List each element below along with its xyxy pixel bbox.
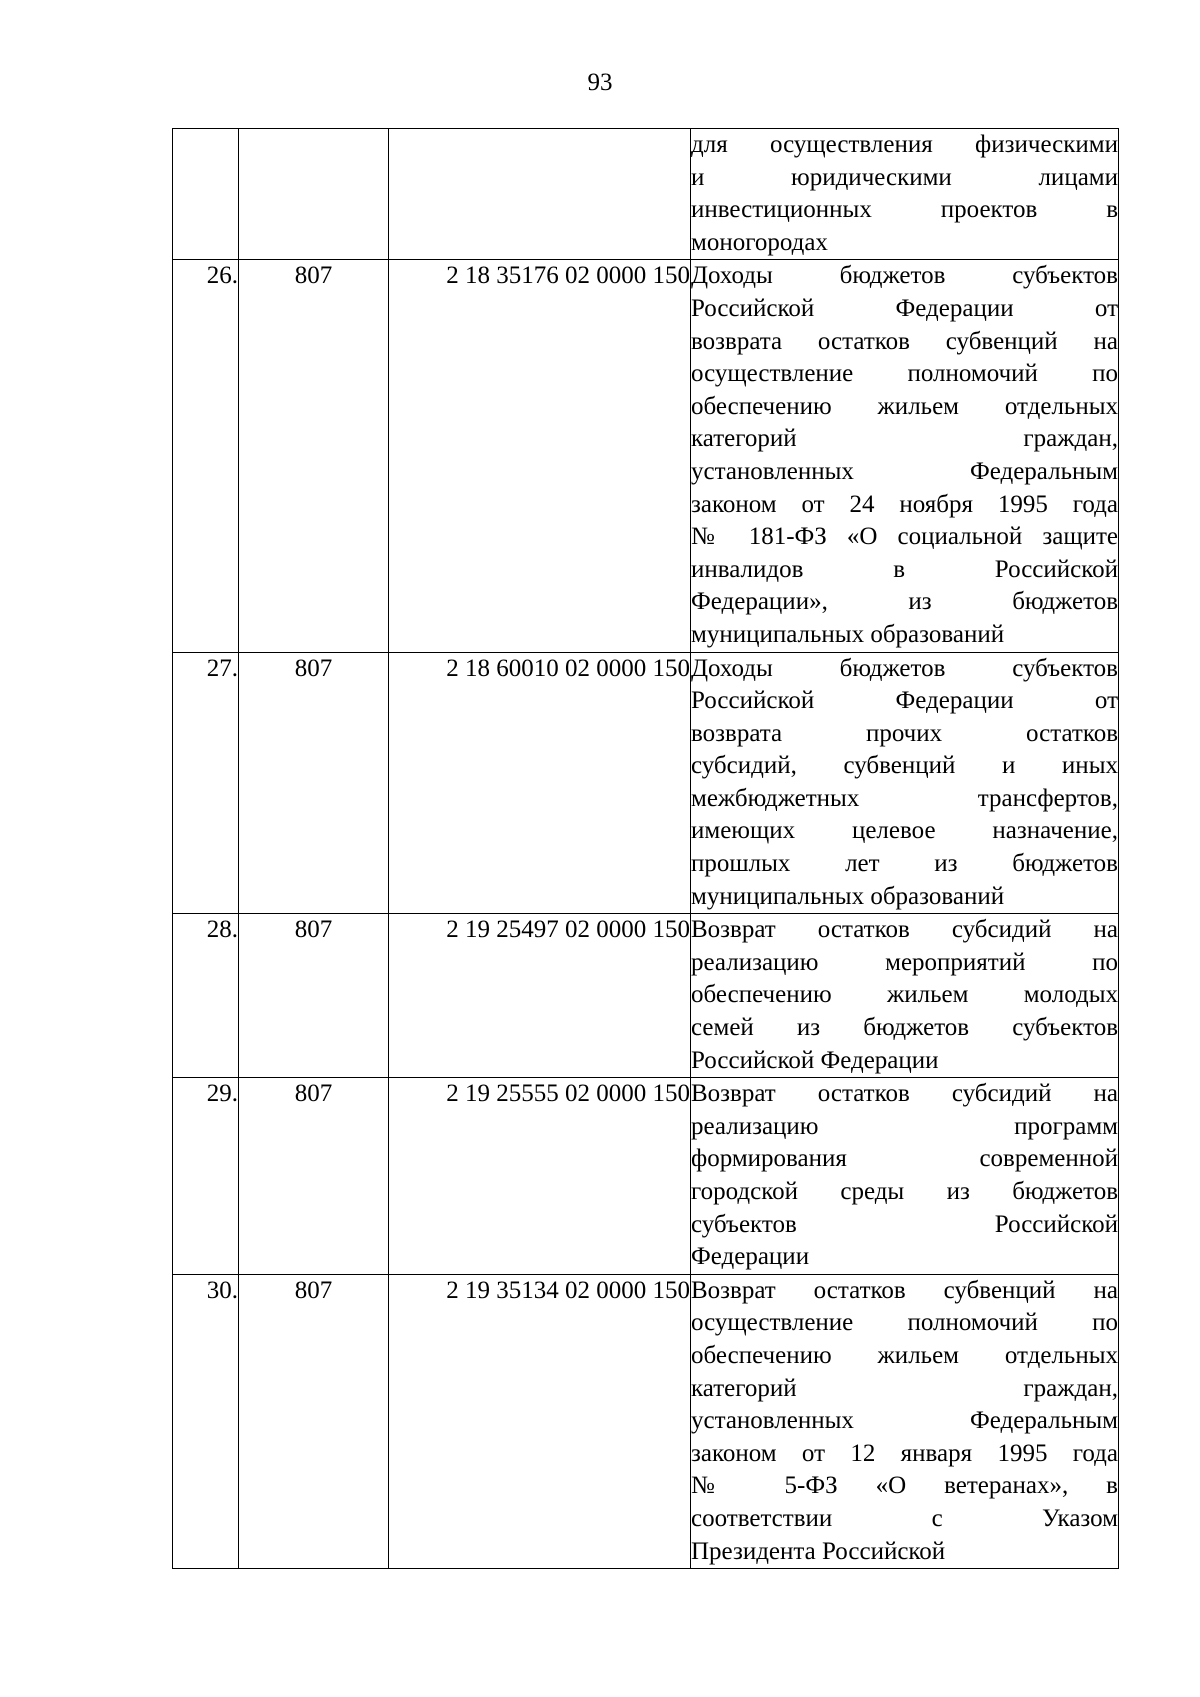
description-line: установленных Федеральным [691,457,1118,485]
description-line: осуществление полномочий по [691,1309,1118,1337]
description-text [691,653,1118,914]
table-row [173,652,1119,914]
description-line: и юридическими лицами [691,163,1118,191]
description-line: Доходы бюджетов субъектов [691,262,1118,290]
description-line: реализацию программ [691,1112,1118,1140]
budget-code-cell: 2 18 60010 02 0000 150 [389,652,691,914]
description-text [691,1275,1118,1568]
description-cell [691,652,1119,914]
description-line: моногородах [691,228,828,256]
description-line: категорий граждан, [691,1374,1118,1402]
description-line: субсидий, субвенций и иных [691,752,1118,780]
description-text [691,1078,1118,1274]
description-line: семей из бюджетов субъектов [691,1014,1118,1042]
description-line: инвалидов в Российской [691,555,1118,583]
description-line: законом от 24 ноября 1995 года [691,490,1118,518]
description-line: муниципальных образований [691,620,1005,648]
description-cell [691,1078,1119,1275]
description-line: Российской Федерации от [691,687,1118,715]
description-line: для осуществления физическими [691,131,1118,158]
description-line: Российской Федерации [691,1046,939,1074]
description-line: Возврат остатков субсидий на [691,1080,1118,1108]
row-number-cell: 30. [173,1274,239,1568]
row-number-cell: 29. [173,1078,239,1275]
description-line: законом от 12 января 1995 года [691,1439,1118,1467]
description-line: Возврат остатков субсидий на [691,916,1118,944]
description-line: обеспечению жильем отдельных [691,392,1118,420]
description-line: реализацию мероприятий по [691,948,1118,976]
description-line: инвестиционных проектов в [691,196,1118,224]
row-number-cell: 27. [173,652,239,914]
description-line: возврата остатков субвенций на [691,327,1118,355]
budget-code-cell: 2 19 35134 02 0000 150 [389,1274,691,1568]
description-line: муниципальных образований [691,882,1005,910]
description-line: прошлых лет из бюджетов [691,850,1118,878]
table-row [173,1274,1119,1568]
description-text [691,914,1118,1077]
description-line: субъектов Российской [691,1210,1118,1238]
admin-code-cell: 807 [239,652,389,914]
description-line: имеющих целевое назначение, [691,817,1118,845]
description-line: Возврат остатков субвенций на [691,1276,1118,1304]
revenue-codes-table [172,128,1119,1569]
description-line: Федерации [691,1243,810,1271]
admin-code-cell: 807 [239,260,389,652]
table-row [173,260,1119,652]
description-line: обеспечению жильем отдельных [691,1341,1118,1369]
description-line: установленных Федеральным [691,1407,1118,1435]
description-line: обеспечению жильем молодых [691,981,1118,1009]
description-line: категорий граждан, [691,425,1118,453]
description-line: Российской Федерации от [691,294,1118,322]
description-line: формирования современной [691,1145,1118,1173]
description-line: возврата прочих остатков [691,719,1118,747]
admin-code-cell: 807 [239,1274,389,1568]
admin-code-cell: 807 [239,914,389,1078]
description-cell [691,1274,1119,1568]
description-line: городской среды из бюджетов [691,1178,1118,1205]
table-row [173,129,1119,260]
row-number-cell: 28. [173,914,239,1078]
description-line: осуществление полномочий по [691,360,1118,388]
description-cell [691,914,1119,1078]
description-line: межбюджетных трансфертов, [691,784,1118,812]
description-cell [691,260,1119,652]
table-body [173,129,1119,1569]
table-row [173,1078,1119,1275]
description-line: Президента Российской [691,1537,946,1565]
budget-code-cell: 2 19 25497 02 0000 150 [389,914,691,1078]
row-number-cell [173,129,239,260]
budget-code-cell: 2 18 35176 02 0000 150 [389,260,691,652]
description-line: № 181-ФЗ «О социальной защите [691,523,1118,551]
page-number: 93 [587,69,613,96]
description-text [691,129,1118,259]
description-text [691,260,1118,651]
description-line: Федерации», из бюджетов [691,588,1118,616]
budget-code-cell [389,129,691,260]
table-row [173,914,1119,1078]
description-line: соответствии с Указом [691,1504,1118,1532]
description-line: Доходы бюджетов субъектов [691,654,1118,682]
budget-code-cell: 2 19 25555 02 0000 150 [389,1078,691,1275]
admin-code-cell [239,129,389,260]
description-cell [691,129,1119,260]
admin-code-cell: 807 [239,1078,389,1275]
row-number-cell: 26. [173,260,239,652]
description-line: № 5-ФЗ «О ветеранах», в [691,1472,1118,1500]
